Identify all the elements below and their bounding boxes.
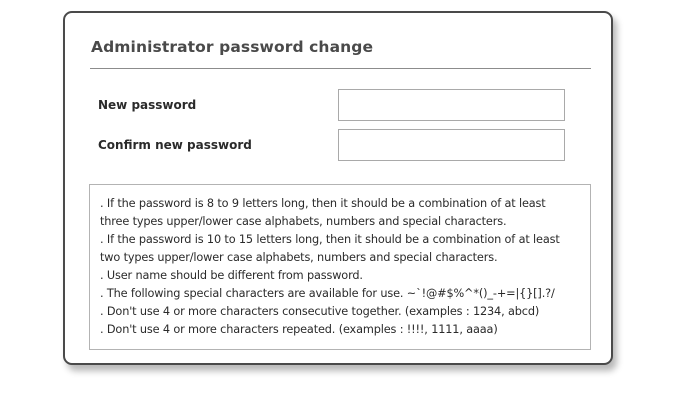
rule-line: . User name should be different from password. (100, 269, 363, 282)
password-change-dialog (63, 11, 613, 365)
new-password-label: New password (98, 98, 197, 112)
rule-line: three types upper/lower case alphabets, numbers and special characters. (100, 215, 507, 228)
new-password-input[interactable] (338, 89, 565, 121)
confirm-password-label: Confirm new password (98, 138, 252, 152)
rule-line: . If the password is 10 to 15 letters long, then it should be a combination of at least (100, 233, 560, 246)
rule-line: . If the password is 8 to 9 letters long, then it should be a combination of at least (100, 197, 546, 210)
dialog-title: Administrator password change (91, 38, 374, 56)
rule-line: . The following special characters are available for use. ~`!@#$%^*()_-+=|{}[].?/ (100, 287, 555, 300)
password-rules-box (89, 184, 591, 350)
rule-line: two types upper/lower case alphabets, numbers and special characters. (100, 251, 498, 264)
confirm-password-input[interactable] (338, 129, 565, 161)
rule-line: . Don't use 4 or more characters consecutive together. (examples : 1234, abcd) (100, 305, 540, 318)
title-divider (90, 68, 591, 69)
rule-line: . Don't use 4 or more characters repeated. (examples : !!!!, 1111, aaaa) (100, 323, 498, 336)
